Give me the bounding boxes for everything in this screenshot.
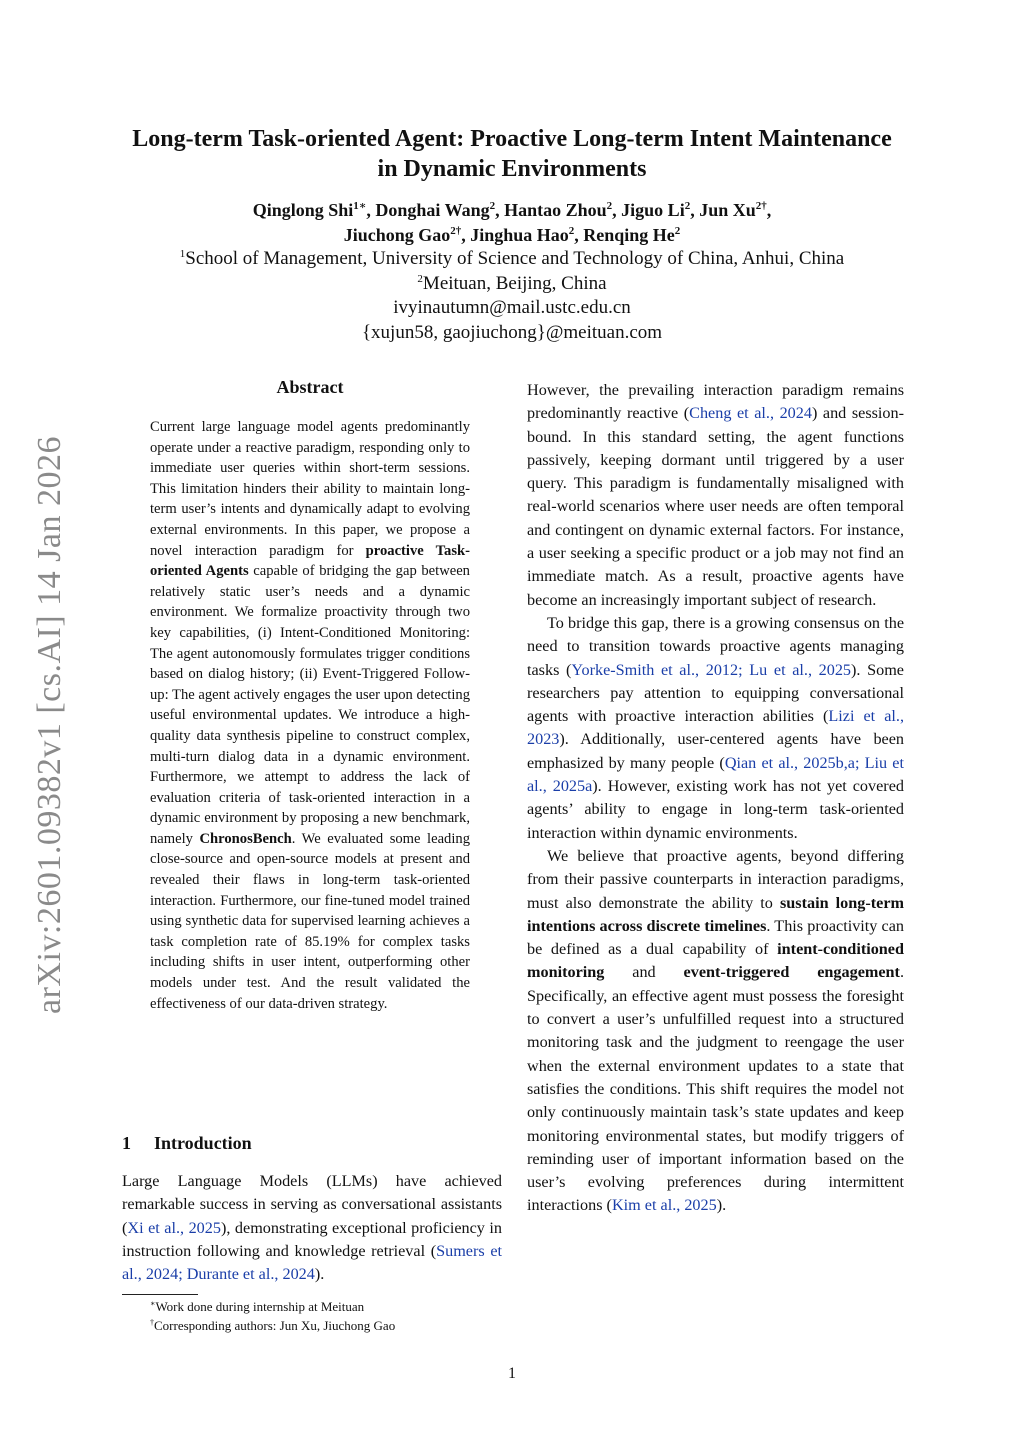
- author-name: Jiguo Li: [621, 200, 685, 220]
- author-separator: ,: [495, 200, 505, 220]
- author-mark: 2: [489, 200, 496, 212]
- footnote-1: [122, 1297, 502, 1316]
- footnote-text: Work done during internship at Meituan: [155, 1299, 365, 1314]
- paragraph-text: ).: [716, 1196, 727, 1215]
- arxiv-identifier-sidebar: [30, 430, 70, 1020]
- footnote-text: Corresponding authors: Jun Xu, Jiuchong Gao: [154, 1318, 396, 1333]
- citation-link[interactable]: Yorke-Smith et al., 2012; Lu et al., 2025: [571, 660, 852, 679]
- email-2: {xujun58, gaojiuchong}@meituan.com: [361, 321, 663, 343]
- author-separator: ,: [690, 200, 700, 220]
- paragraph-emphasis: intent-conditioned monitoring: [527, 940, 904, 982]
- paragraph-text: . This proactivity can be defined as a dual capability of: [527, 916, 904, 959]
- footnote-mark: †: [150, 1318, 154, 1327]
- citation-link[interactable]: Xi et al., 2025: [127, 1218, 221, 1237]
- paragraph-emphasis: event-triggered engagement: [683, 963, 900, 982]
- author-separator: ,: [461, 225, 471, 245]
- page-number: 1: [508, 1365, 516, 1382]
- paragraph-text: ). However, existing work has not yet covered agents’ ability to engage in long-term task-oriented interaction within dynamic environments.: [527, 777, 904, 842]
- author-mark: 2: [684, 200, 691, 212]
- author-list: [110, 198, 914, 248]
- author-line-2: [110, 223, 914, 248]
- section-title: Introduction: [154, 1133, 252, 1153]
- intro-paragraph-1: [527, 379, 904, 612]
- right-column: [527, 379, 904, 1218]
- author-mark: 1∗: [353, 200, 367, 212]
- intro-paragraph-left: [122, 1170, 502, 1286]
- abstract-emphasis: proactive Task-oriented Agents: [150, 542, 471, 580]
- affiliation-1: [110, 247, 914, 272]
- abstract-text: Current large language model agents predominantly operate under a reactive paradigm, responding only to immediate user queries within short-term sessions. This limitation hinders their ability to maintain long-term user’s intents and dynamically adapt to evolving external environments. In this paper, we propose a novel interaction paradigm for: [150, 419, 470, 559]
- intro-paragraph-2: [527, 612, 904, 845]
- footnotes: [122, 1297, 502, 1335]
- paragraph-text: . Specifically, an effective agent must possess the foresight to convert a user’s unfulfilled request into a structured monitoring task and the judgment to reengage the user when the external environment updates to a state that satisfies the conditions. This shift requires the model not only continuously maintain task’s state updates and keep monitoring environmental states, but modify triggers of reminding user of important information based on the user’s evolving preferences during intermittent interactions (: [527, 963, 904, 1215]
- author-mark: 2†: [755, 200, 767, 212]
- citation-link[interactable]: Kim et al., 2025: [611, 1196, 717, 1215]
- affiliation-text: School of Management, University of Science and Technology of China, Anhui, China: [185, 248, 845, 269]
- author-mark: 2†: [450, 225, 462, 237]
- email-1: ivyinautumn@mail.ustc.edu.cn: [393, 297, 631, 318]
- abstract-text: . We evaluated some leading close-source and open-source models at present and revealed their flaws in long-term task-oriented interaction. Furthermore, our fine-tuned model trained using synthetic data for supervised learning achieves a task completion rate of 85.19% for complex tasks including shifts in user intent, outperforming other models under test. And the result validated the effectiveness of our data-driven strategy.: [150, 830, 470, 1012]
- affiliation-2: [110, 272, 914, 297]
- affiliations: [110, 247, 914, 345]
- abstract-text: capable of bridging the gap between relatively static user’s needs and a dynamic environment. We formalize proactivity through two key capabilities, (i) Intent-Conditioned Monitoring: The agent autonomously formulates trigger conditions based on dialog history; (ii) Event-Triggered Follow-up: The agent actively engages the user upon detecting useful environmental updates. We introduce a high-quality data synthesis pipeline to construct complex, multi-turn dialog data in a dynamic environment. Furthermore, we attempt to address the lack of evaluation criteria of task-oriented interaction in a dynamic environment by proposing a new benchmark, namely: [150, 563, 470, 847]
- paragraph-text: To bridge this gap, there is a growing consensus on the need to transition towards proactive agents managing tasks (: [527, 613, 904, 679]
- author-name: Hantao Zhou: [504, 200, 607, 220]
- paragraph-text: ) and session-bound. In this standard setting, the agent functions passively, keeping dormant until triggered by a user query. This paradigm is fundamentally misaligned with real-world scenarios where user needs are often temporal and contingent on dynamic external factors. For instance, a user seeking a specific product or a job may not find an immediate match. As a result, proactive agents have become an increasingly important subject of research.: [527, 404, 905, 609]
- paragraph-text: and: [604, 963, 684, 982]
- author-separator: ,: [366, 200, 376, 220]
- affiliation-mark: 1: [179, 248, 186, 260]
- author-mark: 2: [606, 200, 613, 212]
- title-line-2: in Dynamic Environments: [377, 156, 647, 182]
- affiliation-mark: 2: [417, 272, 423, 285]
- paragraph-emphasis: sustain long-term intentions across discrete timelines: [527, 893, 904, 935]
- paragraph-text: We believe that proactive agents, beyond differing from their passive counterparts in interaction paradigms, must also demonstrate the ability to: [527, 846, 904, 912]
- paragraph-text: ), demonstrating exceptional proficiency in instruction following and knowledge retrieval (: [122, 1218, 502, 1260]
- abstract-heading: Abstract: [276, 377, 344, 397]
- title-line-1: Long-term Task-oriented Agent: Proactive Long-term Intent Maintenance: [132, 126, 892, 152]
- author-separator: ,: [612, 200, 622, 220]
- author-name: Renqing He: [583, 225, 675, 245]
- paragraph-text: However, the prevailing interaction paradigm remains predominantly reactive (: [527, 381, 904, 423]
- citation-link[interactable]: Sumers et al., 2024; Durante et al., 2024: [122, 1241, 502, 1284]
- author-name: Donghai Wang: [375, 200, 490, 220]
- paragraph-text: ). Additionally, user-centered agents have been emphasized by many people (: [527, 730, 904, 772]
- author-name: Jiuchong Gao: [343, 225, 451, 245]
- author-mark: 2: [568, 225, 575, 237]
- footnote-2: [122, 1316, 502, 1335]
- author-separator: ,: [766, 200, 772, 220]
- author-separator: ,: [574, 225, 584, 245]
- footnote-mark: ∗: [150, 1299, 156, 1308]
- citation-link[interactable]: Cheng et al., 2024: [689, 404, 812, 423]
- author-mark: 2: [674, 225, 681, 237]
- intro-paragraph-3: [527, 845, 904, 1218]
- paragraph-text: ).: [314, 1265, 325, 1284]
- author-name: Jun Xu: [699, 200, 756, 220]
- benchmark-name: ChronosBench: [199, 830, 292, 847]
- paragraph-text: Large Language Models (LLMs) have achieved remarkable success in serving as conversational assistants (: [122, 1172, 502, 1237]
- citation-link[interactable]: Qian et al., 2025b,a; Liu et al., 2025a: [527, 753, 904, 796]
- author-line-1: [110, 198, 914, 223]
- arxiv-identifier: arXiv:2601.09382v1 [cs.AI] 14 Jan 2026: [31, 435, 68, 1015]
- section-heading-introduction: [122, 1133, 502, 1154]
- section-number: 1: [122, 1133, 131, 1153]
- author-name: Jinghua Hao: [470, 225, 569, 245]
- paragraph-text: ). Some researchers pay attention to equipping conversational agents with proactive interaction abilities (: [527, 660, 904, 726]
- citation-link[interactable]: Lizi et al., 2023: [527, 707, 904, 749]
- affiliation-text: Meituan, Beijing, China: [422, 272, 607, 294]
- abstract-body: [150, 417, 470, 1014]
- author-name: Qinglong Shi: [252, 200, 354, 220]
- paper-title: [110, 124, 914, 184]
- footnote-divider: [122, 1294, 198, 1295]
